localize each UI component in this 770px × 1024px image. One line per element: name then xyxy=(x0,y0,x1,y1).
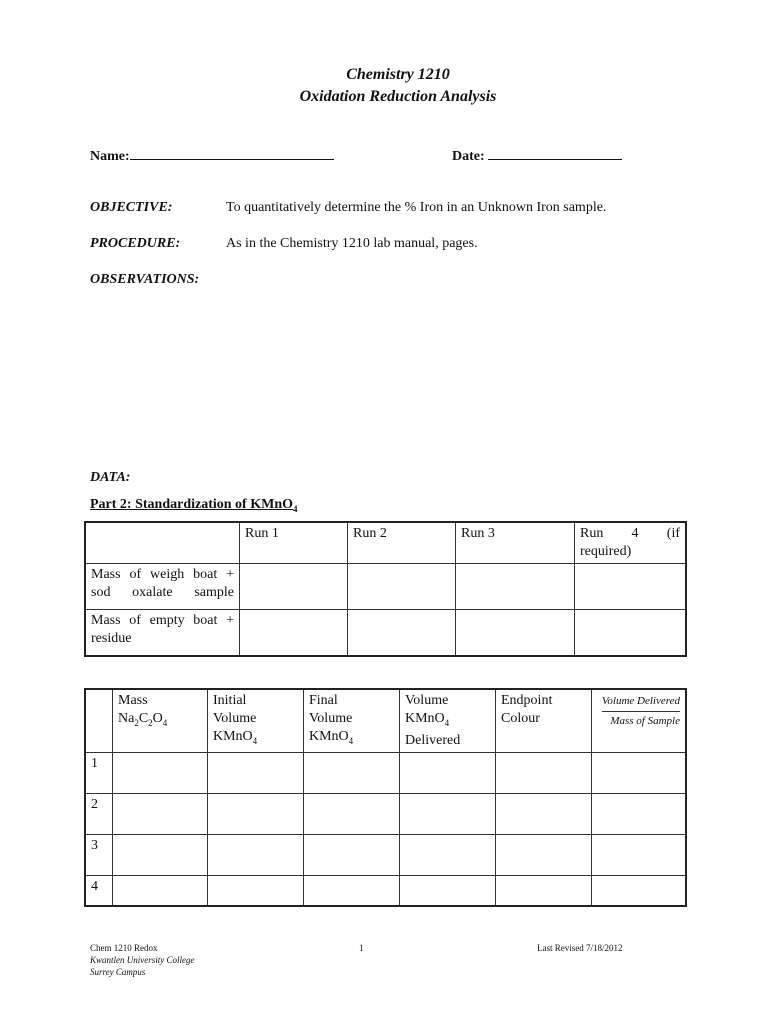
input-cell[interactable] xyxy=(113,834,208,875)
table-row xyxy=(85,793,686,834)
part2-title: Part 2: Standardization of KMnO$_4$ xyxy=(90,497,298,514)
objective-label: OBJECTIVE: xyxy=(90,200,173,215)
input-cell[interactable] xyxy=(456,610,575,656)
input-cell[interactable] xyxy=(400,875,496,906)
input-cell[interactable] xyxy=(240,610,348,656)
row-label: Mass of empty boat + residue xyxy=(85,610,240,656)
table-header-row xyxy=(85,689,686,752)
table-row xyxy=(85,752,686,793)
table-row xyxy=(85,610,686,656)
input-cell[interactable] xyxy=(208,834,304,875)
row-number: 2 xyxy=(85,793,113,834)
input-cell[interactable] xyxy=(400,752,496,793)
input-cell[interactable] xyxy=(113,875,208,906)
input-cell[interactable] xyxy=(348,564,456,610)
input-cell[interactable] xyxy=(113,793,208,834)
name-label: Name: xyxy=(90,149,130,164)
experiment-title: Oxidation Reduction Analysis xyxy=(299,88,497,105)
row-number: 4 xyxy=(85,875,113,906)
input-cell[interactable] xyxy=(592,875,687,906)
input-cell[interactable] xyxy=(208,793,304,834)
data-label: DATA: xyxy=(90,470,131,485)
input-cell[interactable] xyxy=(113,752,208,793)
course-title: Chemistry 1210 xyxy=(346,66,450,83)
header-volume-mass-ratio xyxy=(592,689,687,752)
input-cell[interactable] xyxy=(575,564,687,610)
header-endpoint-colour: Endpoint Colour xyxy=(496,689,592,752)
input-cell[interactable] xyxy=(400,793,496,834)
input-cell[interactable] xyxy=(496,875,592,906)
input-cell[interactable] xyxy=(208,875,304,906)
header-initial-volume: Initial Volume KMnO$_4$ xyxy=(208,689,304,752)
header-run-4: Run 4 (if required) xyxy=(575,522,687,564)
footer-college: Kwantlen University College xyxy=(90,955,195,965)
input-cell[interactable] xyxy=(592,834,687,875)
standardization-table xyxy=(84,521,687,657)
ratio-numerator: Volume Delivered xyxy=(602,692,680,712)
input-cell[interactable] xyxy=(304,793,400,834)
date-label: Date: xyxy=(452,149,485,164)
input-cell[interactable] xyxy=(348,610,456,656)
row-number: 1 xyxy=(85,752,113,793)
footer-revised: Last Revised 7/18/2012 xyxy=(537,943,623,953)
table-row xyxy=(85,564,686,610)
ratio-denominator: Mass of Sample xyxy=(610,715,680,727)
input-cell[interactable] xyxy=(592,752,687,793)
row-label: Mass of weigh boat + sod oxalate sample xyxy=(85,564,240,610)
header-cell-empty xyxy=(85,689,113,752)
header-final-volume: Final Volume KMnO$_4$ xyxy=(304,689,400,752)
date-field xyxy=(452,145,622,165)
input-cell[interactable] xyxy=(496,793,592,834)
table-row xyxy=(85,875,686,906)
table-row xyxy=(85,834,686,875)
header-mass-na2c2o4: Mass $Na_2C_2O_4$ xyxy=(113,689,208,752)
header-run-2: Run 2 xyxy=(348,522,456,564)
input-cell[interactable] xyxy=(496,752,592,793)
input-cell[interactable] xyxy=(304,752,400,793)
input-cell[interactable] xyxy=(240,564,348,610)
input-cell[interactable] xyxy=(208,752,304,793)
input-cell[interactable] xyxy=(592,793,687,834)
input-cell[interactable] xyxy=(456,564,575,610)
date-blank-line xyxy=(488,145,622,160)
header-run-1: Run 1 xyxy=(240,522,348,564)
page-number: 1 xyxy=(359,943,364,953)
name-field xyxy=(90,145,334,165)
table-header-row xyxy=(85,522,686,564)
procedure-text: As in the Chemistry 1210 lab manual, pages. xyxy=(226,236,478,251)
observations-label: OBSERVATIONS: xyxy=(90,272,200,287)
objective-text: To quantitatively determine the % Iron in an Unknown Iron sample. xyxy=(226,200,607,215)
footer-left xyxy=(90,942,194,978)
header-cell-empty xyxy=(85,522,240,564)
footer-campus: Surrey Campus xyxy=(90,967,146,977)
procedure-label: PROCEDURE: xyxy=(90,236,181,251)
titration-table xyxy=(84,688,687,907)
input-cell[interactable] xyxy=(575,610,687,656)
row-number: 3 xyxy=(85,834,113,875)
input-cell[interactable] xyxy=(496,834,592,875)
footer-course: Chem 1210 Redox xyxy=(90,943,158,953)
header-run-3: Run 3 xyxy=(456,522,575,564)
name-blank-line xyxy=(130,145,334,160)
input-cell[interactable] xyxy=(304,834,400,875)
header-volume-delivered: Volume KMnO$_4$ Delivered xyxy=(400,689,496,752)
input-cell[interactable] xyxy=(304,875,400,906)
input-cell[interactable] xyxy=(400,834,496,875)
